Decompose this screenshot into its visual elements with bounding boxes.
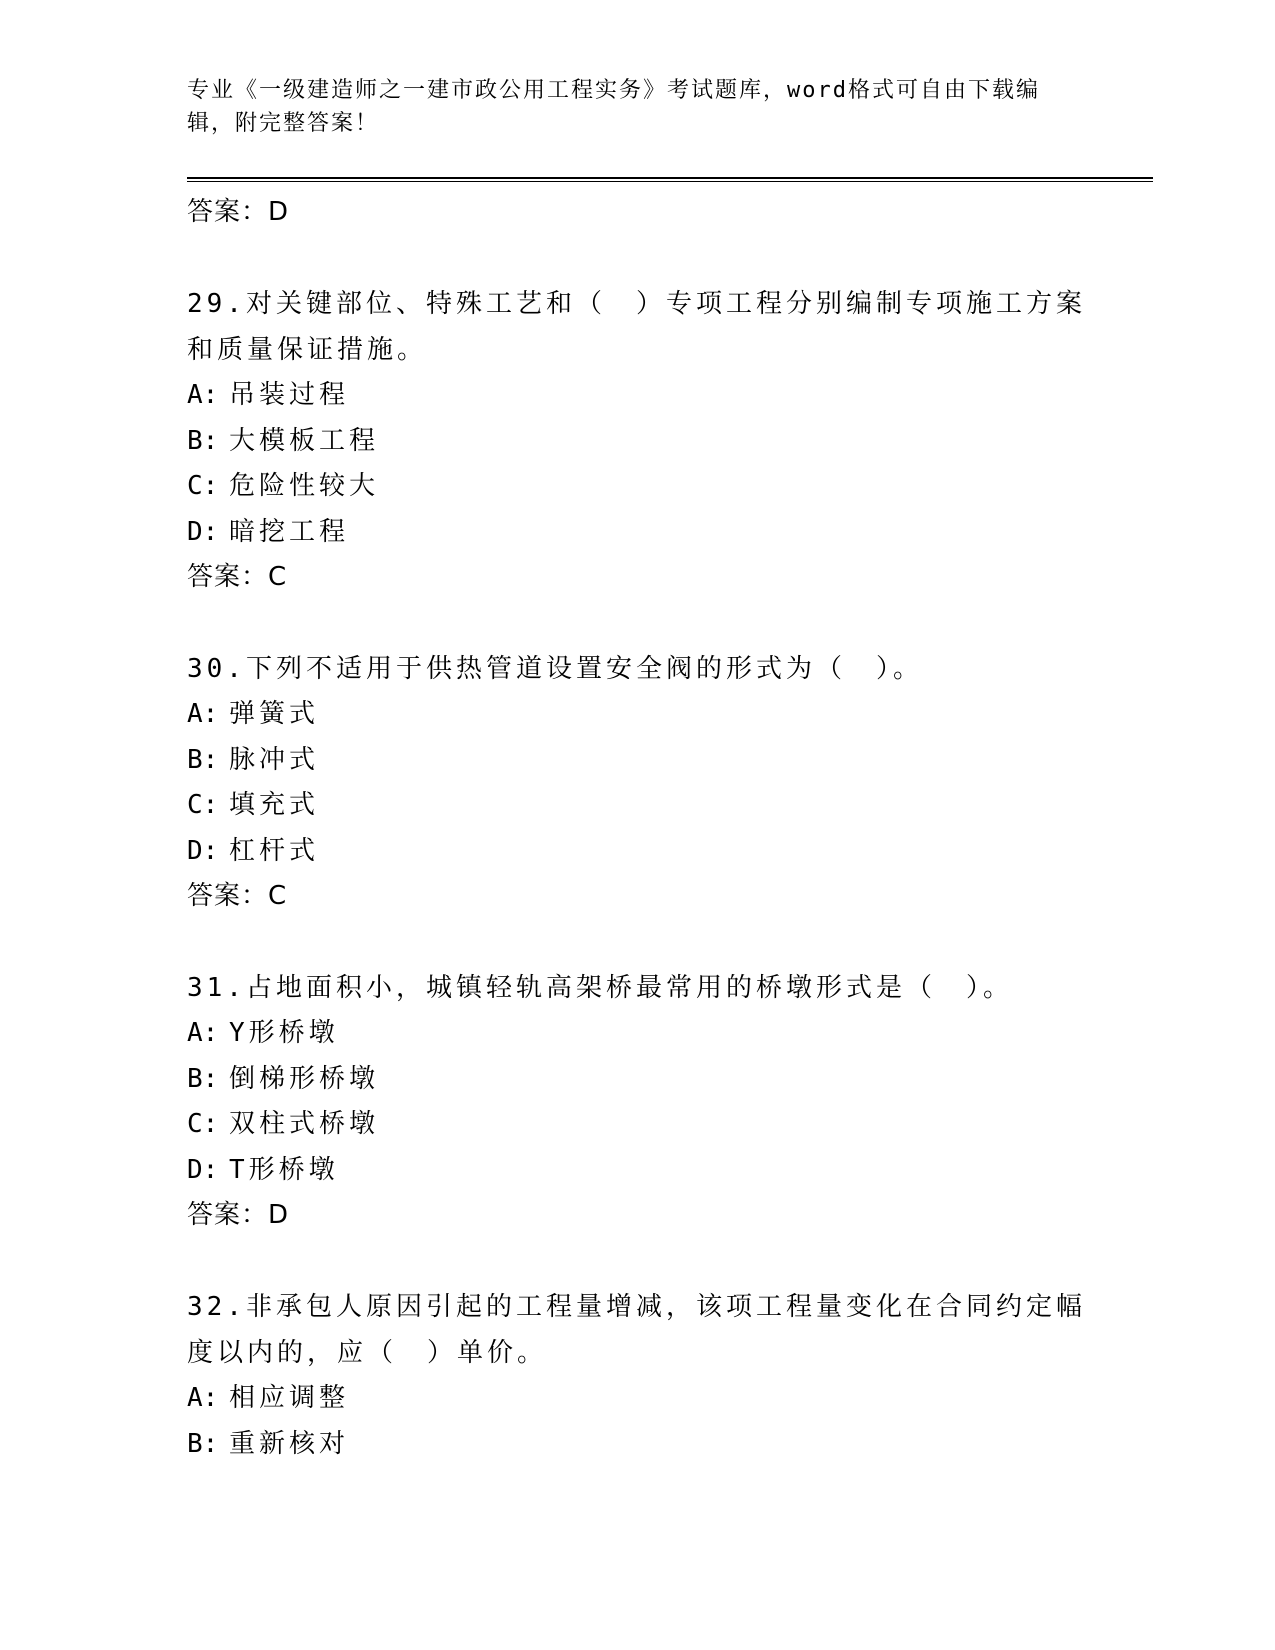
option-letter: D:	[187, 835, 219, 866]
option-text: 脉冲式	[229, 744, 320, 775]
option-letter: B:	[187, 1063, 219, 1094]
option-text: 吊装过程	[229, 380, 350, 410]
option-c	[187, 783, 1087, 829]
option-text: T形桥墩	[229, 1154, 339, 1185]
option-text: 重新核对	[229, 1428, 350, 1459]
option-c	[187, 464, 1087, 510]
question-stem: 29.对关键部位、特殊工艺和（ ）专项工程分别编制专项施工方案和质量保证措施。	[187, 289, 1086, 365]
option-text: 危险性较大	[229, 471, 380, 501]
option-c	[187, 1102, 1087, 1148]
option-d	[187, 1148, 1087, 1194]
option-b	[187, 1057, 1087, 1103]
question-stem: 30.下列不适用于供热管道设置安全阀的形式为（ ）。	[187, 654, 923, 684]
option-b	[187, 738, 1087, 784]
page-header	[187, 74, 1067, 140]
option-text: 大模板工程	[229, 425, 380, 456]
option-a	[187, 1376, 1087, 1422]
option-b	[187, 1422, 1087, 1468]
option-a	[187, 373, 1087, 419]
question-29	[187, 281, 1087, 600]
option-text: 倒梯形桥墩	[229, 1063, 380, 1094]
option-text: 双柱式桥墩	[229, 1109, 380, 1139]
header-text: 专业《一级建造师之一建市政公用工程实务》考试题库，word格式可自由下载编辑，附完整答案！	[187, 78, 1040, 136]
option-letter: A:	[187, 699, 219, 729]
option-b	[187, 419, 1087, 465]
option-d	[187, 510, 1087, 556]
option-letter: A:	[187, 1018, 219, 1048]
option-letter: C:	[187, 790, 219, 820]
option-d	[187, 829, 1087, 875]
option-letter: C:	[187, 1109, 219, 1139]
answer: 答案：D	[187, 1200, 290, 1230]
option-text: 杠杆式	[229, 835, 320, 866]
option-text: 弹簧式	[229, 699, 320, 729]
question-30	[187, 646, 1087, 919]
option-text: 暗挖工程	[229, 516, 350, 547]
option-a	[187, 1011, 1087, 1057]
option-letter: B:	[187, 744, 219, 775]
question-31	[187, 965, 1087, 1238]
question-stem: 31.占地面积小，城镇轻轨高架桥最常用的桥墩形式是（ ）。	[187, 973, 1013, 1003]
question-list	[187, 190, 1087, 1467]
header-divider	[187, 177, 1153, 182]
option-letter: A:	[187, 1383, 219, 1413]
option-letter: D:	[187, 1154, 219, 1185]
question-stem: 32.非承包人原因引起的工程量增减，该项工程量变化在合同约定幅度以内的，应（ ）单价。	[187, 1292, 1086, 1368]
option-text: Y形桥墩	[229, 1018, 339, 1048]
option-a	[187, 692, 1087, 738]
option-text: 填充式	[229, 790, 320, 820]
previous-answer: 答案：D	[187, 197, 290, 227]
option-letter: D:	[187, 516, 219, 547]
question-32	[187, 1284, 1087, 1467]
answer: 答案：C	[187, 562, 288, 592]
answer: 答案：C	[187, 881, 288, 911]
option-letter: A:	[187, 380, 219, 410]
option-text: 相应调整	[229, 1383, 350, 1413]
option-letter: B:	[187, 1428, 219, 1459]
option-letter: C:	[187, 471, 219, 501]
option-letter: B:	[187, 425, 219, 456]
